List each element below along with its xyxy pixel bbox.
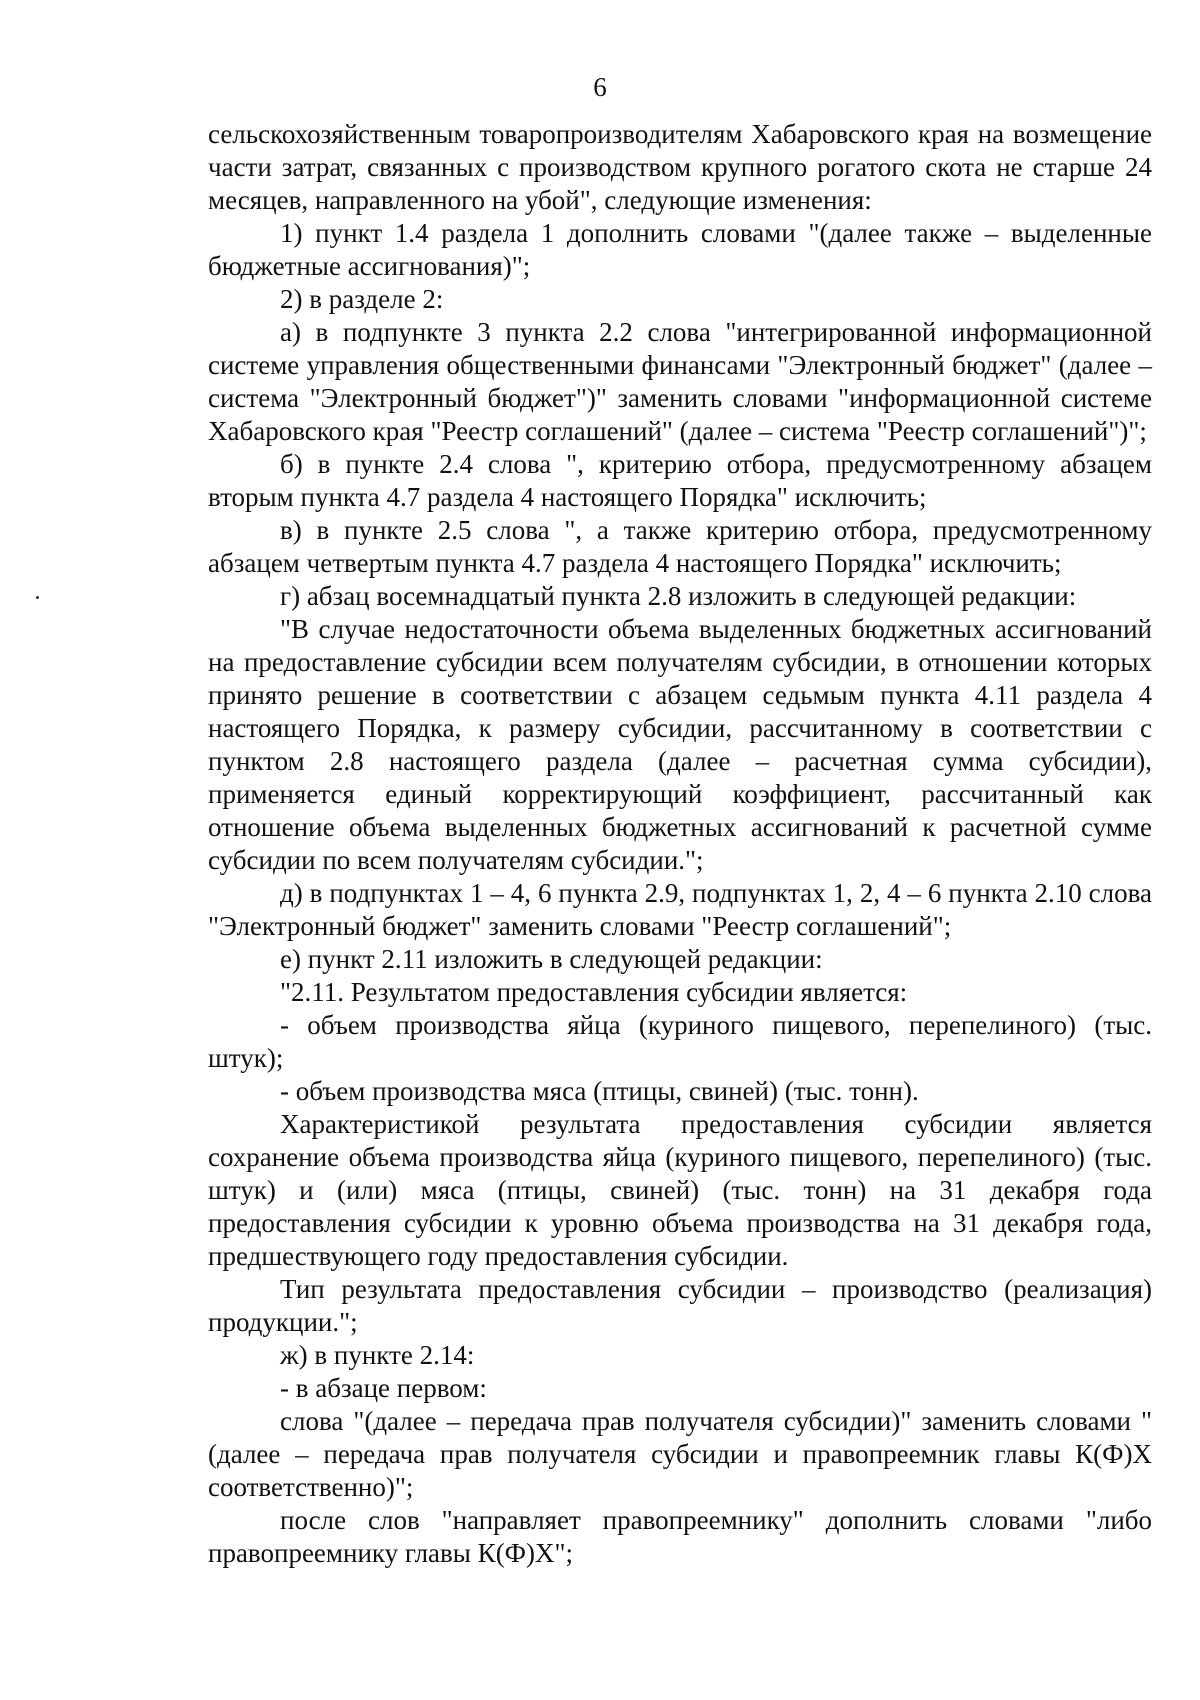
paragraph: 1) пункт 1.4 раздела 1 дополнить словами "(далее также – выделенные бюджетные ассигнования)"; (208, 218, 1152, 281)
scan-artifact-dot (36, 596, 39, 599)
paragraph: 2) в разделе 2: (280, 284, 444, 314)
paragraph: Тип результата предоставления субсидии – производство (реализация) продукции."; (208, 1274, 1152, 1337)
document-body (208, 118, 1152, 1570)
paragraph: д) в подпунктах 1 – 4, 6 пункта 2.9, подпунктах 1, 2, 4 – 6 пункта 2.10 слова "Электронный бюджет" заменить словами "Реестр соглашений"; (208, 878, 1152, 941)
paragraph: а) в подпункте 3 пункта 2.2 слова "интегрированной информационной системе управления общественными финансами "Электронный бюджет" (далее – система "Электронный бюджет")" заменить словами "информационной системе Хабаровского края "Реестр соглашений" (далее – система "Реестр соглашений")"; (208, 317, 1152, 446)
paragraph: "В случае недостаточности объема выделенных бюджетных ассигнований на предоставление субсидии всем получателям субсидии, в отношении которых принято решение в соответствии с абзацем седьмым пункта 4.11 раздела 4 настоящего Порядка, к размеру субсидии, рассчитанному в соответствии с пунктом 2.8 настоящего раздела (далее – расчетная сумма субсидии), применяется единый корректирующий коэффициент, рассчитанный как отношение объема выделенных бюджетных ассигнований к расчетной сумме субсидии по всем получателям субсидии."; (208, 614, 1152, 875)
paragraph: е) пункт 2.11 изложить в следующей редакции: (280, 944, 823, 974)
paragraph: Характеристикой результата предоставления субсидии является сохранение объема производства яйца (куриного пищевого, перепелиного) (тыс. штук) и (или) мяса (птицы, свиней) (тыс. тонн) на 31 декабря года предоставления субсидии к уровню объема производства на 31 декабря года, предшествующего году предоставления субсидии. (208, 1109, 1152, 1271)
paragraph: - объем производства мяса (птицы, свиней) (тыс. тонн). (280, 1076, 919, 1106)
paragraph: "2.11. Результатом предоставления субсидии является: (280, 977, 908, 1007)
paragraph: в) в пункте 2.5 слова ", а также критерию отбора, предусмотренному абзацем четвертым пункта 4.7 раздела 4 настоящего Порядка" исключить; (208, 515, 1152, 578)
paragraph: - объем производства яйца (куриного пищевого, перепелиного) (тыс. штук); (208, 1010, 1152, 1073)
page-number: 6 (593, 72, 607, 102)
paragraph: после слов "направляет правопреемнику" дополнить словами "либо правопреемнику главы К(Ф)Х"; (208, 1505, 1152, 1568)
paragraph: слова "(далее – передача прав получателя субсидии)" заменить словами "(далее – передача прав получателя субсидии и правопреемник главы К(Ф)Х соответственно)"; (208, 1406, 1152, 1502)
paragraph: б) в пункте 2.4 слова ", критерию отбора, предусмотренному абзацем вторым пункта 4.7 раздела 4 настоящего Порядка" исключить; (208, 449, 1152, 512)
paragraph: ж) в пункте 2.14: (280, 1340, 475, 1370)
paragraph: сельскохозяйственным товаропроизводителям Хабаровского края на возмещение части затрат, связанных с производством крупного рогатого скота не старше 24 месяцев, направленного на убой", следующие изменения: (208, 119, 1152, 215)
paragraph: - в абзаце первом: (280, 1373, 487, 1403)
paragraph: г) абзац восемнадцатый пункта 2.8 изложить в следующей редакции: (280, 581, 1077, 611)
